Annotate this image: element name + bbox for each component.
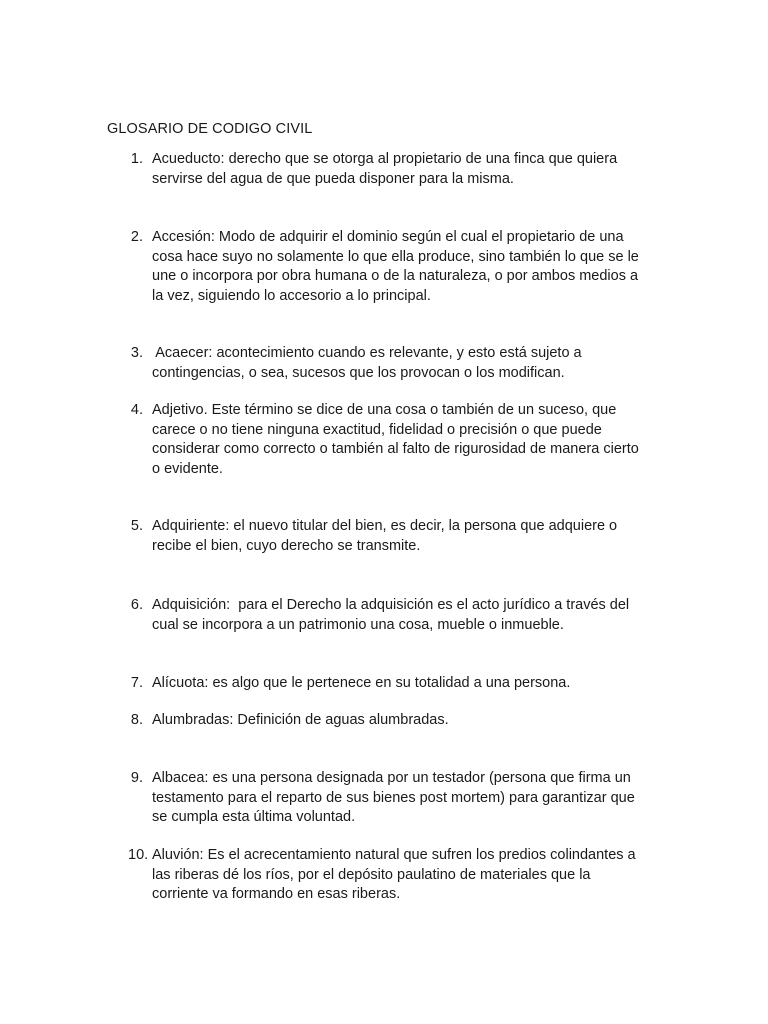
item-line: se cumpla esta última voluntad. bbox=[152, 809, 356, 825]
item-line: Acaecer: acontecimiento cuando es relevante, y esto está sujeto a bbox=[152, 345, 582, 361]
item-line: considerar como correcto o también al falto de rigurosidad de manera cierto bbox=[152, 441, 639, 457]
item-line: carece o no tiene ninguna exactitud, fidelidad o precisión o que puede bbox=[152, 421, 602, 438]
item-text bbox=[152, 517, 672, 556]
item-text bbox=[152, 596, 672, 635]
item-text bbox=[152, 674, 672, 694]
item-line: servirse del agua de que pueda disponer para la misma. bbox=[152, 170, 514, 187]
item-line: Alumbradas: Definición de aguas alumbradas. bbox=[152, 712, 449, 728]
page-title: GLOSARIO DE CODIGO CIVIL bbox=[107, 121, 313, 137]
item-text bbox=[152, 769, 672, 828]
item-line: une o incorpora por obra humana o de la naturaleza, o por ambos medios a bbox=[152, 268, 639, 284]
item-line: testamento para el reparto de sus bienes post mortem) para garantizar que bbox=[152, 789, 635, 806]
item-number: 8. bbox=[130, 712, 143, 728]
item-text bbox=[152, 344, 672, 383]
item-line: cual se incorpora a un patrimonio una cosa, mueble o inmueble. bbox=[152, 616, 564, 633]
item-line: cosa hace suyo no solamente lo que ella produce, sino también lo que se le bbox=[152, 248, 639, 265]
item-number: 1. bbox=[130, 151, 143, 167]
item-line: Adquiriente: el nuevo titular del bien, es decir, la persona que adquiere o bbox=[152, 518, 618, 534]
item-number: 6. bbox=[130, 597, 143, 613]
item-line: Adquisición: para el Derecho la adquisición es el acto jurídico a través del bbox=[152, 597, 630, 613]
item-text bbox=[152, 846, 672, 905]
item-line: la vez, siguiendo lo accesorio a lo principal. bbox=[152, 287, 431, 304]
item-number: 10. bbox=[128, 847, 149, 863]
item-number: 4. bbox=[130, 402, 143, 418]
item-number: 2. bbox=[130, 229, 143, 245]
item-number: 5. bbox=[130, 518, 143, 534]
item-line: contingencias, o sea, sucesos que los provocan o los modifican. bbox=[152, 364, 565, 381]
item-line: Acueducto: derecho que se otorga al propietario de una finca que quiera bbox=[152, 151, 618, 167]
item-line: Alícuota: es algo que le pertenece en su totalidad a una persona. bbox=[152, 675, 571, 691]
item-number: 3. bbox=[130, 345, 143, 361]
item-text bbox=[152, 711, 672, 731]
item-line: Aluvión: Es el acrecentamiento natural que sufren los predios colindantes a bbox=[152, 847, 636, 863]
item-line: o evidente. bbox=[152, 460, 223, 477]
item-text bbox=[152, 401, 672, 479]
item-line: Albacea: es una persona designada por un testador (persona que firma un bbox=[152, 770, 631, 786]
item-line: recibe el bien, cuyo derecho se transmite. bbox=[152, 537, 421, 554]
item-line: las riberas dé los ríos, por el depósito paulatino de materiales que la bbox=[152, 866, 591, 883]
item-line: Adjetivo. Este término se dice de una cosa o también de un suceso, que bbox=[152, 402, 617, 418]
item-line: Accesión: Modo de adquirir el dominio según el cual el propietario de una bbox=[152, 229, 624, 245]
item-number: 9. bbox=[130, 770, 143, 786]
item-line: corriente va formando en esas riberas. bbox=[152, 886, 401, 902]
item-text bbox=[152, 150, 672, 189]
item-number: 7. bbox=[130, 675, 143, 691]
item-text bbox=[152, 228, 672, 306]
